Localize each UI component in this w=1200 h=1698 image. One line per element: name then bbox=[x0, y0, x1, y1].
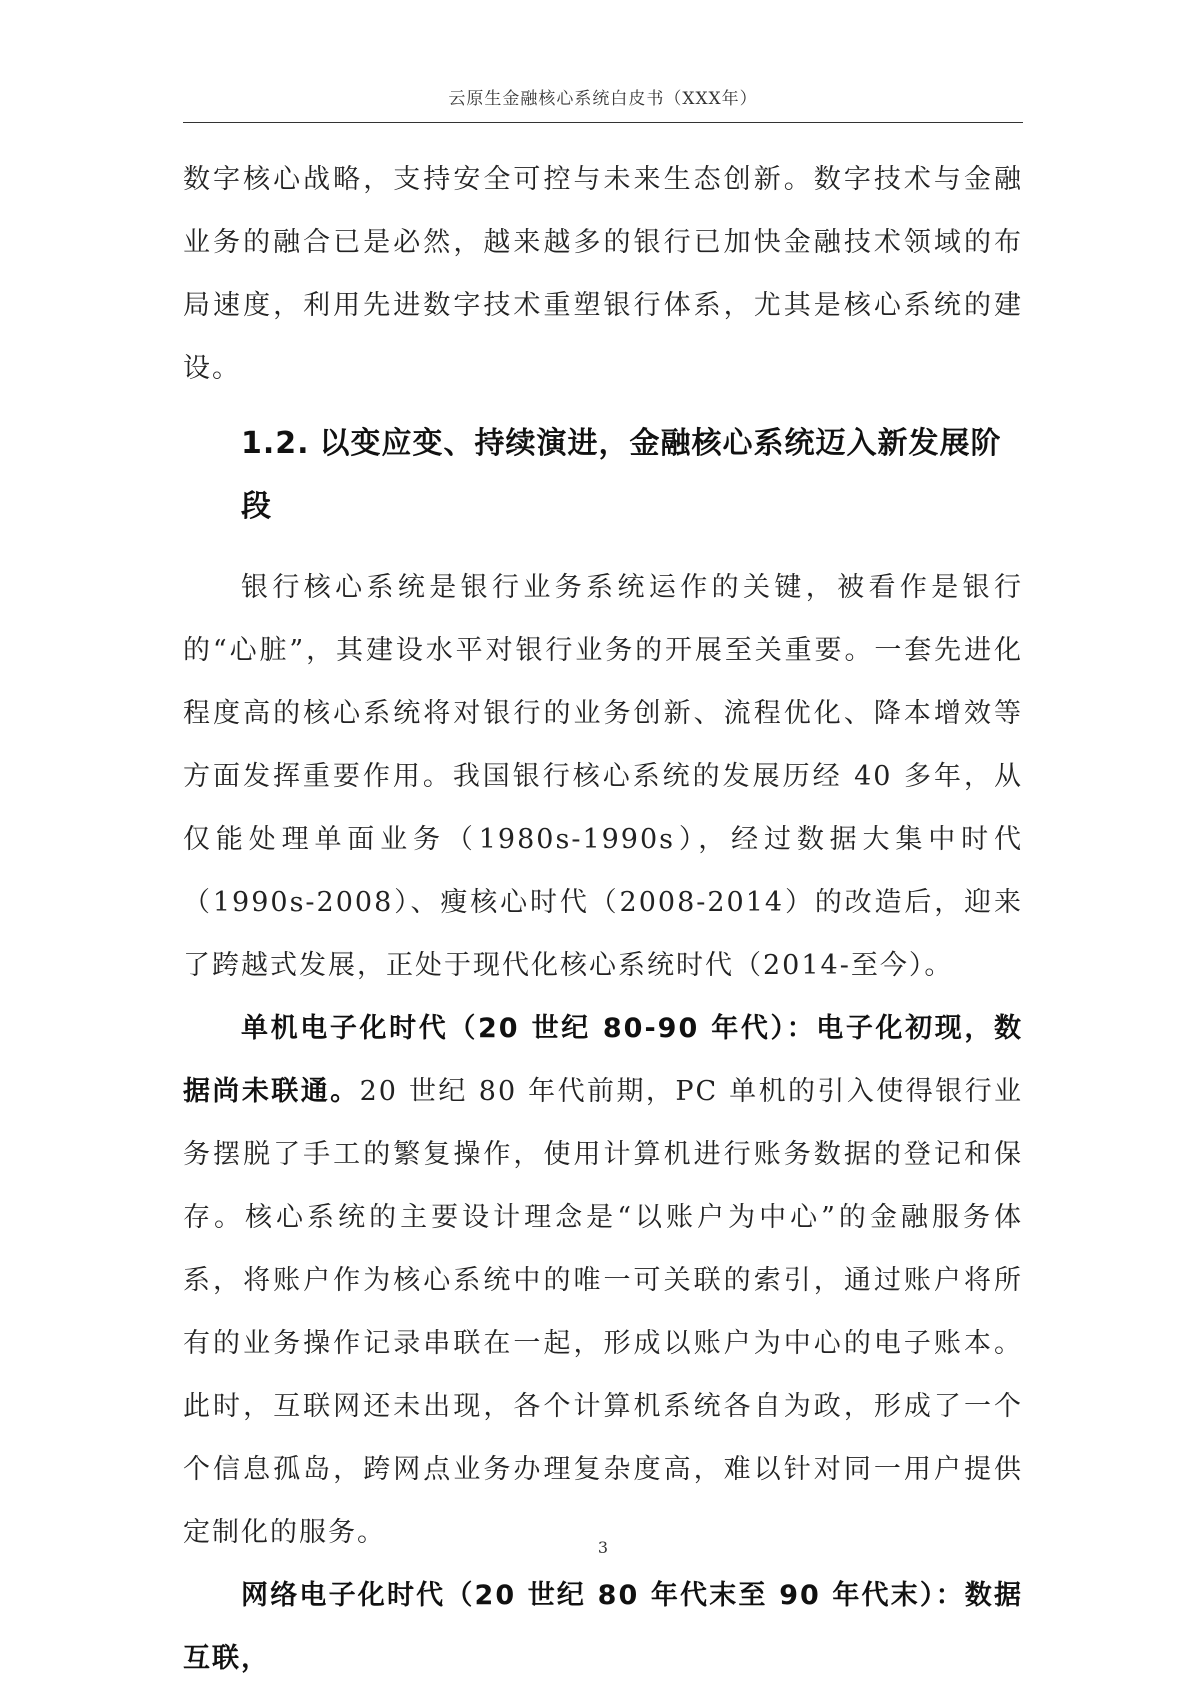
section-heading bbox=[183, 412, 1023, 538]
document-body bbox=[183, 148, 1023, 1690]
paragraph-network-era bbox=[183, 1564, 1023, 1690]
section-title-line2: 段 bbox=[241, 489, 272, 524]
network-era-heading: 网络电子化时代（20 世纪 80 年代末至 90 年代末）：数据互联， bbox=[183, 1580, 1023, 1674]
section-number: 1.2. bbox=[241, 426, 310, 461]
section-title-line1: 以变应变、持续演进，金融核心系统迈入新发展阶 bbox=[319, 426, 1002, 461]
page-number: 3 bbox=[597, 1538, 609, 1557]
header-rule bbox=[183, 122, 1023, 123]
paragraph-continued: 数字核心战略，支持安全可控与未来生态创新。数字技术与金融业务的融合已是必然，越来越多的银行已加快金融技术领域的布局速度，利用先进数字技术重塑银行体系，尤其是核心系统的建设。 bbox=[183, 164, 1023, 384]
paragraph-core-system-intro: 银行核心系统是银行业务系统运作的关键，被看作是银行的“心脏”，其建设水平对银行业务的开展至关重要。一套先进化程度高的核心系统将对银行的业务创新、流程优化、降本增效等方面发挥重要作用。我国银行核心系统的发展历经 40 多年，从仅能处理单面业务（1980s-1990s），经过数据大集中时代（1990s-2008）、瘦核心时代（2008-2014）的改造后，迎来了跨越式发展，正处于现代化核心系统时代（2014-至今）。 bbox=[183, 572, 1023, 981]
standalone-era-text: 20 世纪 80 年代前期，PC 单机的引入使得银行业务摆脱了手工的繁复操作，使用计算机进行账务数据的登记和保存。核心系统的主要设计理念是“以账户为中心”的金融服务体系，将账户作为核心系统中的唯一可关联的索引，通过账户将所有的业务操作记录串联在一起，形成以账户为中心的电子账本。此时，互联网还未出现，各个计算机系统各自为政，形成了一个个信息孤岛，跨网点业务办理复杂度高，难以针对同一用户提供定制化的服务。 bbox=[183, 1076, 1024, 1548]
standalone-era-heading: 单机电子化时代（20 世纪 80-90 年代）：电子化初现，数据尚未联通。 bbox=[183, 1013, 1023, 1107]
running-header: 云原生金融核心系统白皮书（XXX年） bbox=[448, 89, 758, 109]
paragraph-standalone-era bbox=[183, 997, 1023, 1564]
